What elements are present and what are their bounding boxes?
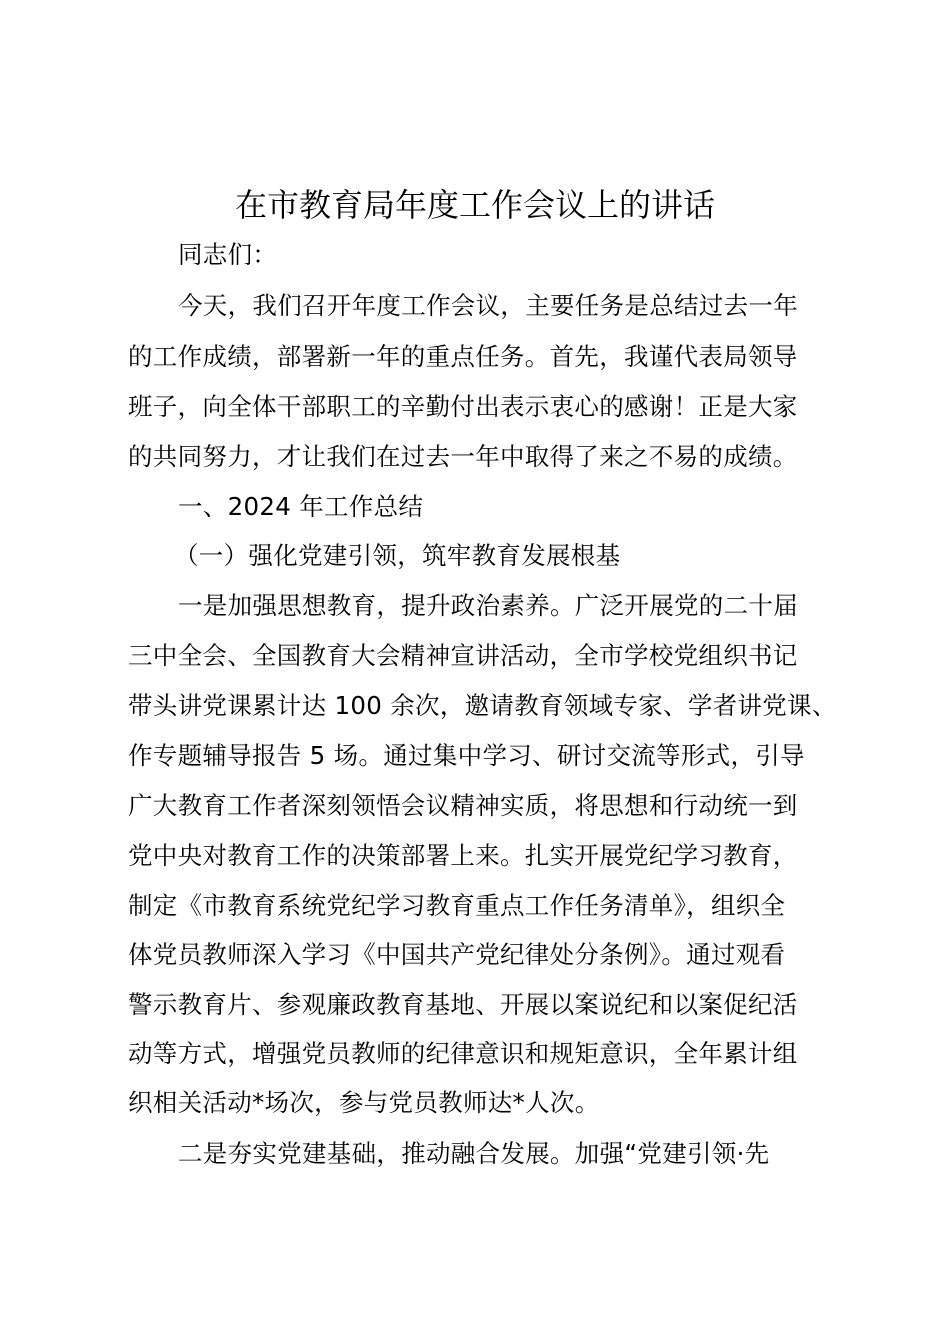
paragraph-line: 织相关活动*场次，参与党员教师达*人次。 <box>128 1088 600 1117</box>
paragraph-line: 动等方式，增强党员教师的纪律意识和规矩意识，全年累计组 <box>128 1039 798 1068</box>
paragraph-line: 警示教育片、参观廉政教育基地、开展以案说纪和以案促纪活 <box>128 990 798 1019</box>
paragraph-line: 的工作成绩，部署新一年的重点任务。首先，我谨代表局领导 <box>128 342 798 371</box>
paragraph-line: 带头讲党课累计达 100 余次，邀请教育领域专家、学者讲党课、 <box>128 691 837 720</box>
subsection-heading: （一）强化党建引领，筑牢教育发展根基 <box>174 541 621 570</box>
paragraph-line: 二是夯实党建基础，推动融合发展。加强“党建引领·先 <box>178 1139 770 1168</box>
paragraph-line: 体党员教师深入学习《中国共产党纪律处分条例》。通过观看 <box>128 940 786 969</box>
paragraph-line: 作专题辅导报告 5 场。通过集中学习、研讨交流等形式，引导 <box>128 741 805 770</box>
section-heading: 一、2024 年工作总结 <box>178 492 424 521</box>
paragraph-line: 班子，向全体干部职工的辛勤付出表示衷心的感谢！正是大家 <box>128 392 798 421</box>
paragraph-line: 一是加强思想教育，提升政治素养。广泛开展党的二十届 <box>178 591 798 620</box>
paragraph-line: 党中央对教育工作的决策部署上来。扎实开展党纪学习教育， <box>128 841 798 870</box>
paragraph-line: 今天，我们召开年度工作会议，主要任务是总结过去一年 <box>178 291 798 320</box>
paragraph-line: 制定《市教育系统党纪学习教育重点工作任务清单》，组织全 <box>128 891 786 920</box>
paragraph-line: 广大教育工作者深刻领悟会议精神实质，将思想和行动统一到 <box>128 791 798 820</box>
paragraph-line: 的共同努力，才让我们在过去一年中取得了来之不易的成绩。 <box>128 442 798 471</box>
paragraph-line: 三中全会、全国教育大会精神宣讲活动，全市学校党组织书记 <box>128 641 798 670</box>
document-title: 在市教育局年度工作会议上的讲话 <box>234 186 715 224</box>
greeting: 同志们： <box>178 240 278 269</box>
